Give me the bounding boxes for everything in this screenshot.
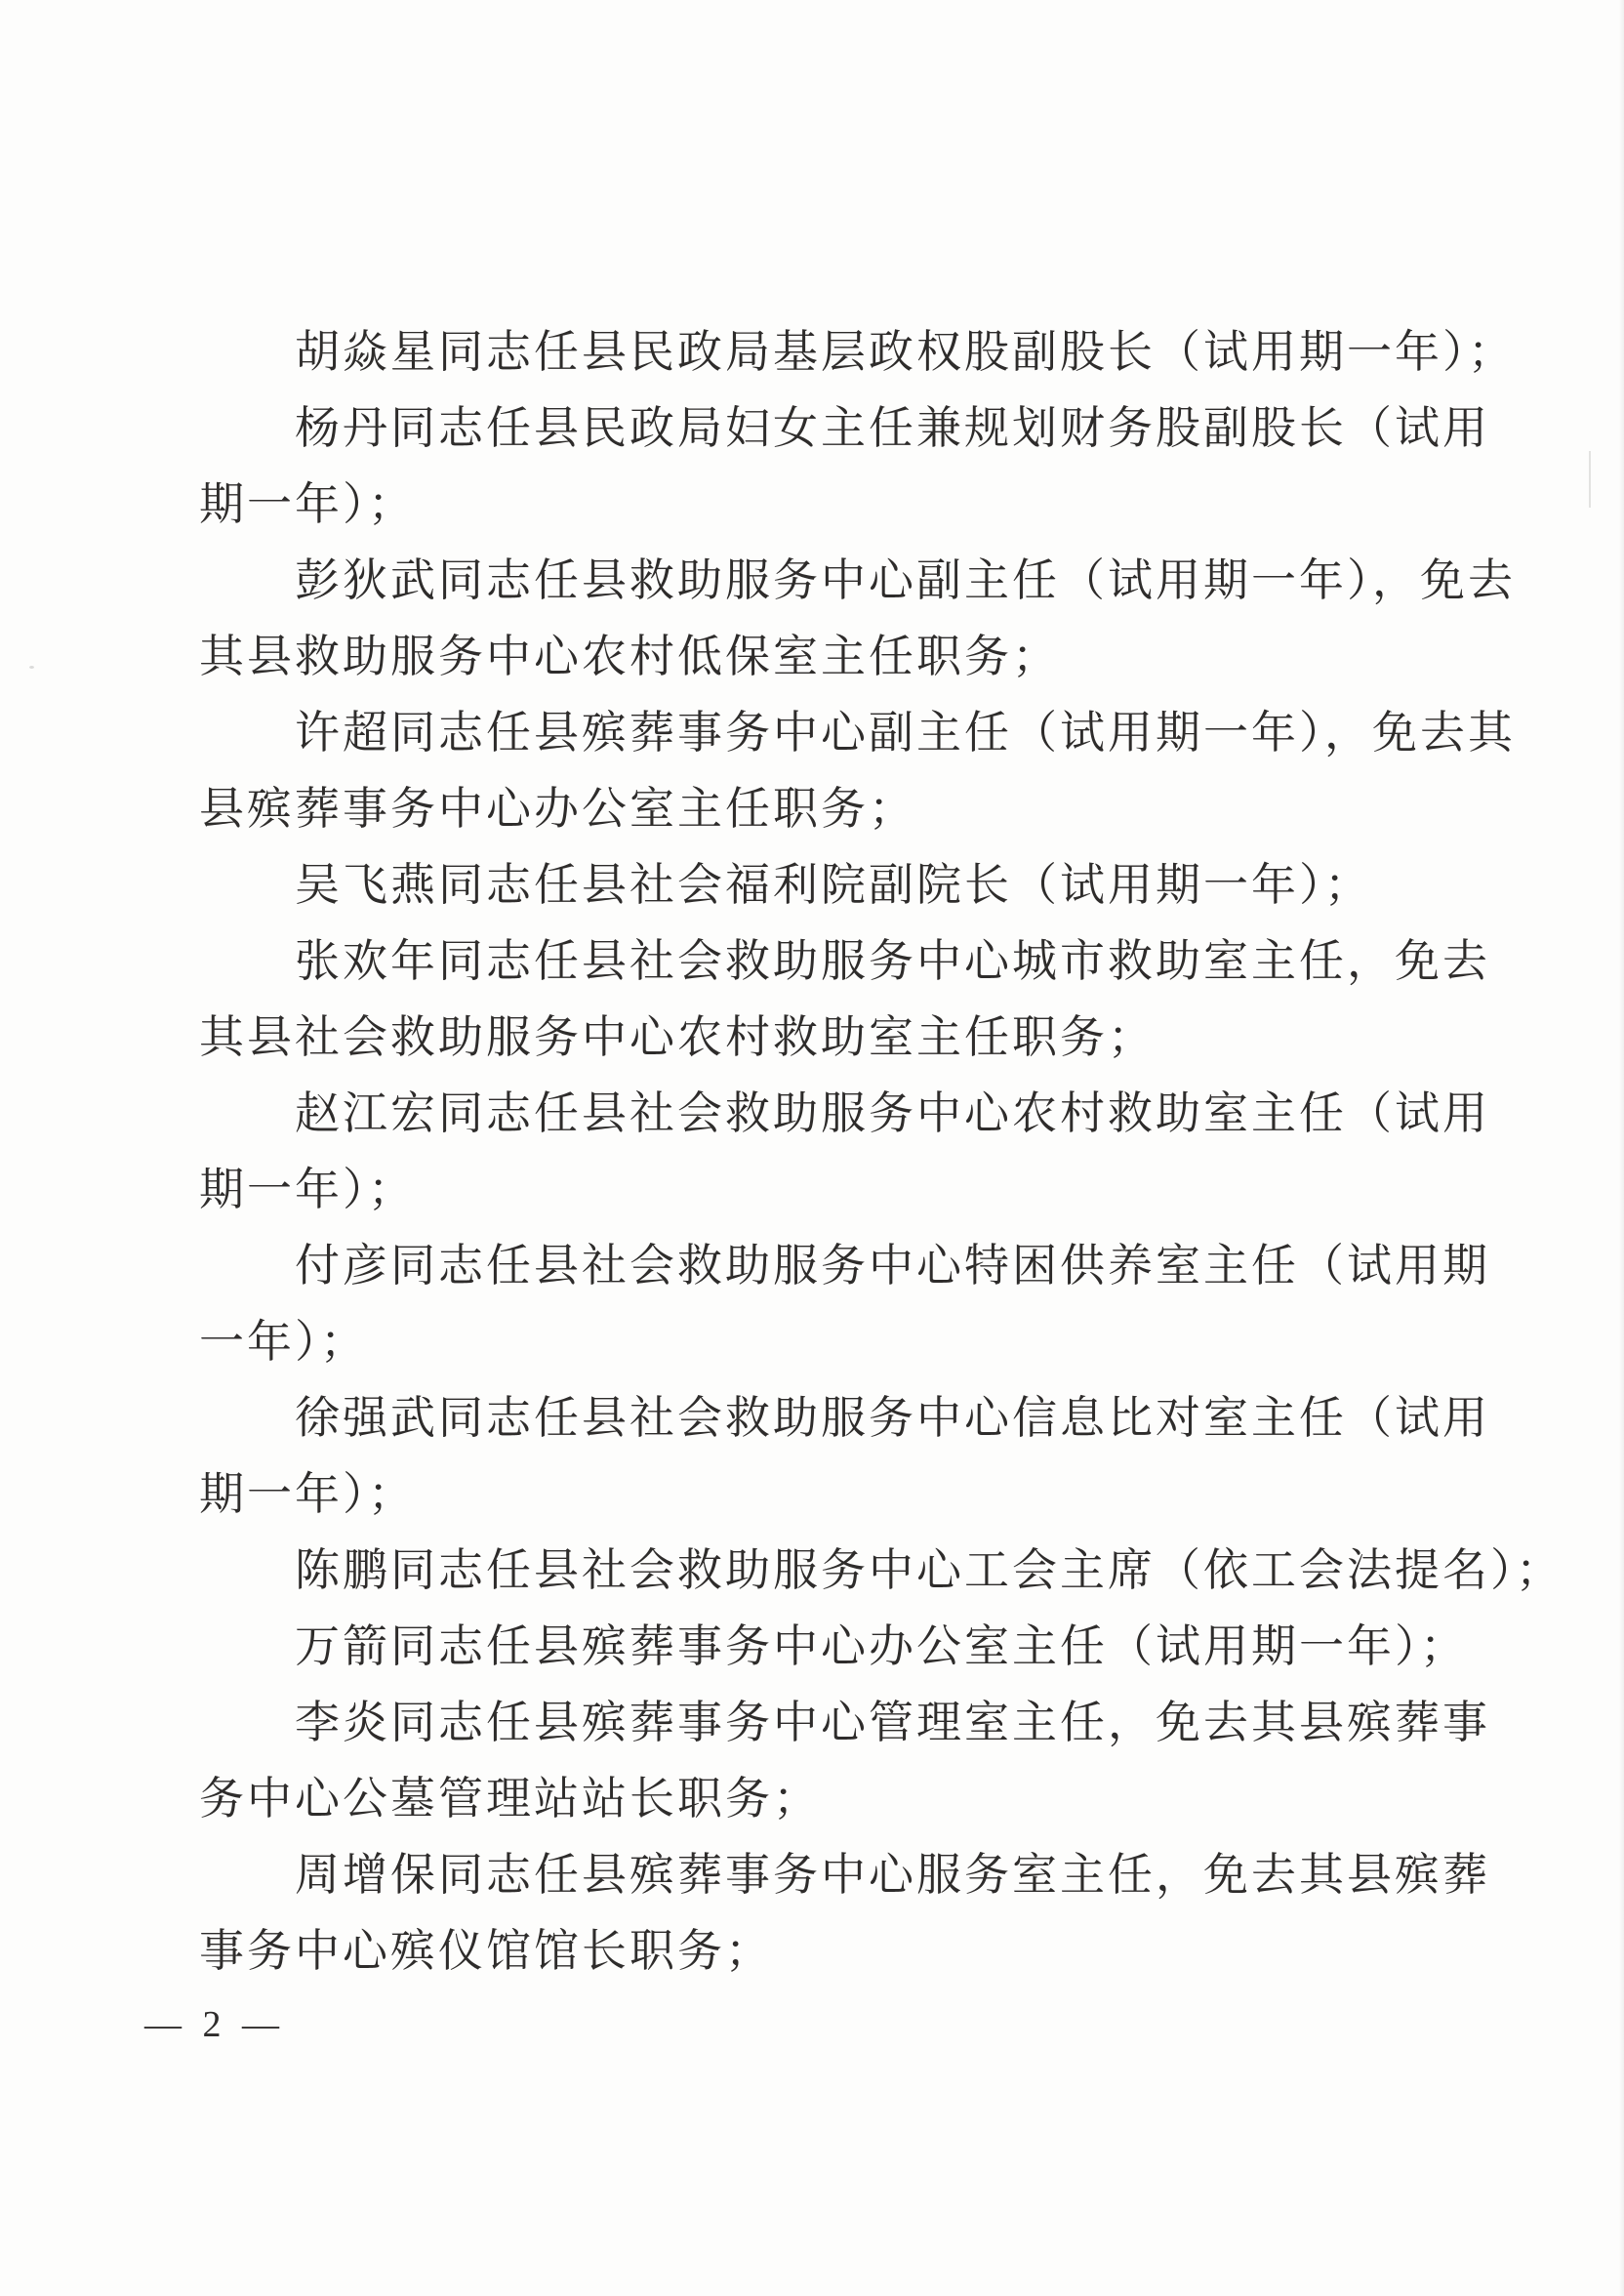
document-line: 徐强武同志任县社会救助服务中心信息比对室主任（试用 [295,1393,1490,1443]
document-line: 彭狄武同志任县救助服务中心副主任（试用期一年），免去 [295,555,1516,605]
document-line: 务中心公墓管理站站长职务； [199,1774,821,1824]
document-line: 赵江宏同志任县社会救助服务中心农村救助室主任（试用 [295,1088,1490,1138]
page-number: — 2 — [144,2004,285,2045]
document-line: 事务中心殡仪馆馆长职务； [199,1926,773,1976]
document-line: 周增保同志任县殡葬事务中心服务室主任，免去其县殡葬 [295,1850,1490,1900]
document-line: 县殡葬事务中心办公室主任职务； [199,784,916,834]
document-line: 许超同志任县殡葬事务中心副主任（试用期一年），免去其 [295,708,1516,758]
scan-artifact [1589,451,1591,508]
document-line: 陈鹏同志任县社会救助服务中心工会主席（依工会法提名）； [295,1545,1563,1595]
document-body [199,314,1563,1989]
document-line: 其县社会救助服务中心农村救助室主任职务； [199,1012,1156,1062]
document-line: 吴飞燕同志任县社会福利院副院长（试用期一年）； [295,860,1372,910]
scan-edge-shadow [1619,0,1624,2296]
document-line: 杨丹同志任县民政局妇女主任兼规划财务股副股长（试用 [295,403,1490,453]
document-line: 胡焱星同志任县民政局基层政权股副股长（试用期一年）； [295,327,1516,377]
document-line: 一年）； [199,1317,368,1367]
document-line: 期一年）； [199,479,416,529]
document-line: 付彦同志任县社会救助服务中心特困供养室主任（试用期 [295,1241,1490,1291]
document-line: 期一年）； [199,1165,416,1214]
document-line: 李炎同志任县殡葬事务中心管理室主任，免去其县殡葬事 [295,1698,1490,1747]
document-line: 其县救助服务中心农村低保室主任职务； [199,632,1060,681]
document-line: 万箭同志任县殡葬事务中心办公室主任（试用期一年）； [295,1621,1468,1671]
document-line: 张欢年同志任县社会救助服务中心城市救助室主任，免去 [295,936,1490,986]
document-line: 期一年）； [199,1469,416,1519]
scan-artifact [29,666,34,669]
